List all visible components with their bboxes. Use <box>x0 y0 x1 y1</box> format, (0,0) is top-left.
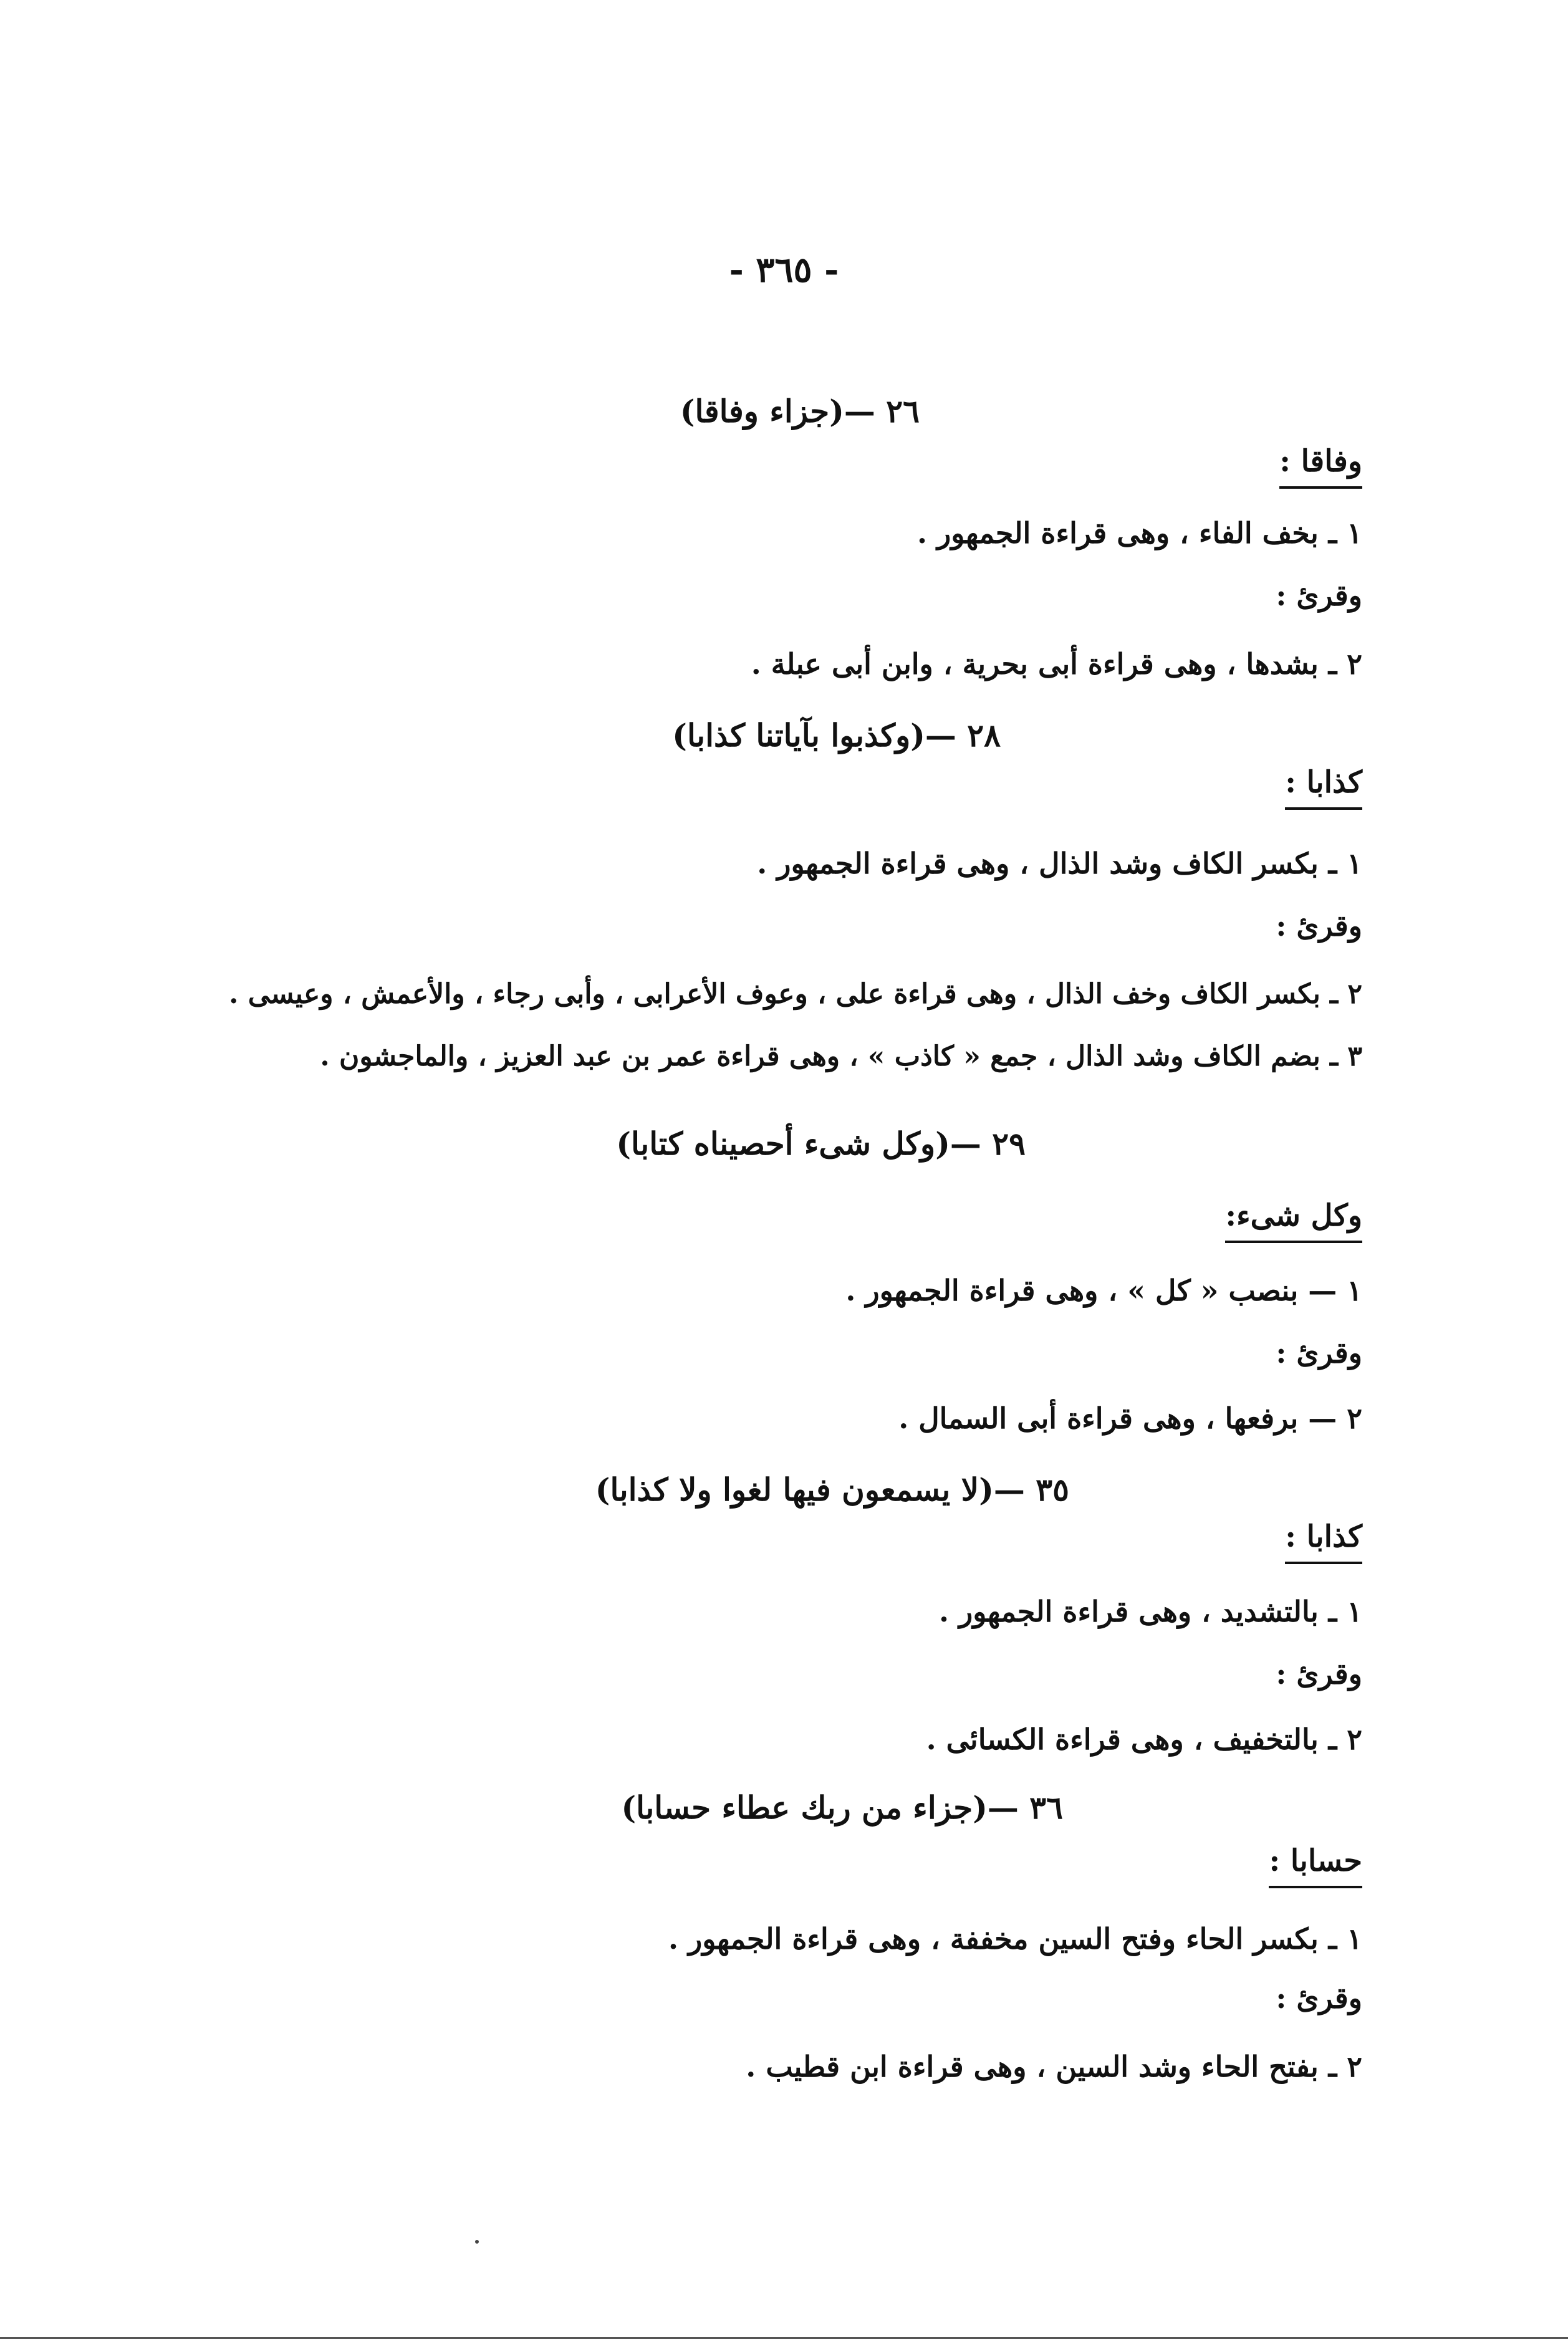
reading-line: ١ ـ بكسر الكاف وشد الذال ، وهى قراءة الجمهور . <box>757 847 1362 880</box>
term-label: كذابا : <box>1285 1518 1362 1564</box>
reading-line: ١ ـ بالتشديد ، وهى قراءة الجمهور . <box>939 1595 1362 1628</box>
term-label: حسابا : <box>1269 1842 1362 1888</box>
term-label: وفاقا : <box>1279 443 1362 489</box>
reading-line: ٢ ـ بشدها ، وهى قراءة أبى بحرية ، وابن أبى عبلة . <box>751 647 1362 681</box>
verse-heading: ٣٦ —(جزاء من ربك عطاء حسابا) <box>621 1789 1063 1826</box>
verse-heading: ٢٨ —(وكذبوا بآياتنا كذابا) <box>672 717 1001 754</box>
reading-line: ١ ـ بخف الفاء ، وهى قراءة الجمهور . <box>917 516 1362 550</box>
verse-heading: ٣٥ —(لا يسمعون فيها لغوا ولا كذابا) <box>595 1471 1069 1508</box>
reading-line: ٢ ـ بفتح الحاء وشد السين ، وهى قراءة ابن قطيب . <box>746 2050 1362 2083</box>
reading-line: ١ — بنصب « كل » ، وهى قراءة الجمهور . <box>845 1274 1362 1307</box>
verse-heading: ٢٩ —(وكل شىء أحصيناه كتابا) <box>616 1125 1026 1162</box>
page-number: - ٣٦٥ - <box>729 249 839 291</box>
term-label: وكل شىء: <box>1225 1197 1362 1243</box>
reading-line: ٣ ـ بضم الكاف وشد الذال ، جمع « كاذب » ، وهى قراءة عمر بن عبد العزيز ، والماجشون . <box>320 1040 1362 1072</box>
reading-line: ٢ ـ بكسر الكاف وخف الذال ، وهى قراءة على ، وعوف الأعرابى ، وأبى رجاء ، والأعمش ، وعيسى . <box>229 978 1362 1010</box>
reading-line: ١ ـ بكسر الحاء وفتح السين مخففة ، وهى قراءة الجمهور . <box>668 1922 1362 1956</box>
term-label: كذابا : <box>1285 764 1362 810</box>
verse-heading: ٢٦ —(جزاء وفاقا) <box>680 393 920 430</box>
reading-line: وقرئ : <box>1276 1336 1362 1370</box>
scan-speck <box>475 2240 479 2244</box>
reading-line: وقرئ : <box>1276 909 1362 943</box>
reading-line: وقرئ : <box>1276 1657 1362 1691</box>
reading-line: ٢ ـ بالتخفيف ، وهى قراءة الكسائى . <box>926 1722 1362 1756</box>
reading-line: وقرئ : <box>1276 579 1362 612</box>
reading-line: وقرئ : <box>1276 1981 1362 2015</box>
reading-line: ٢ — برفعها ، وهى قراءة أبى السمال . <box>898 1401 1362 1435</box>
